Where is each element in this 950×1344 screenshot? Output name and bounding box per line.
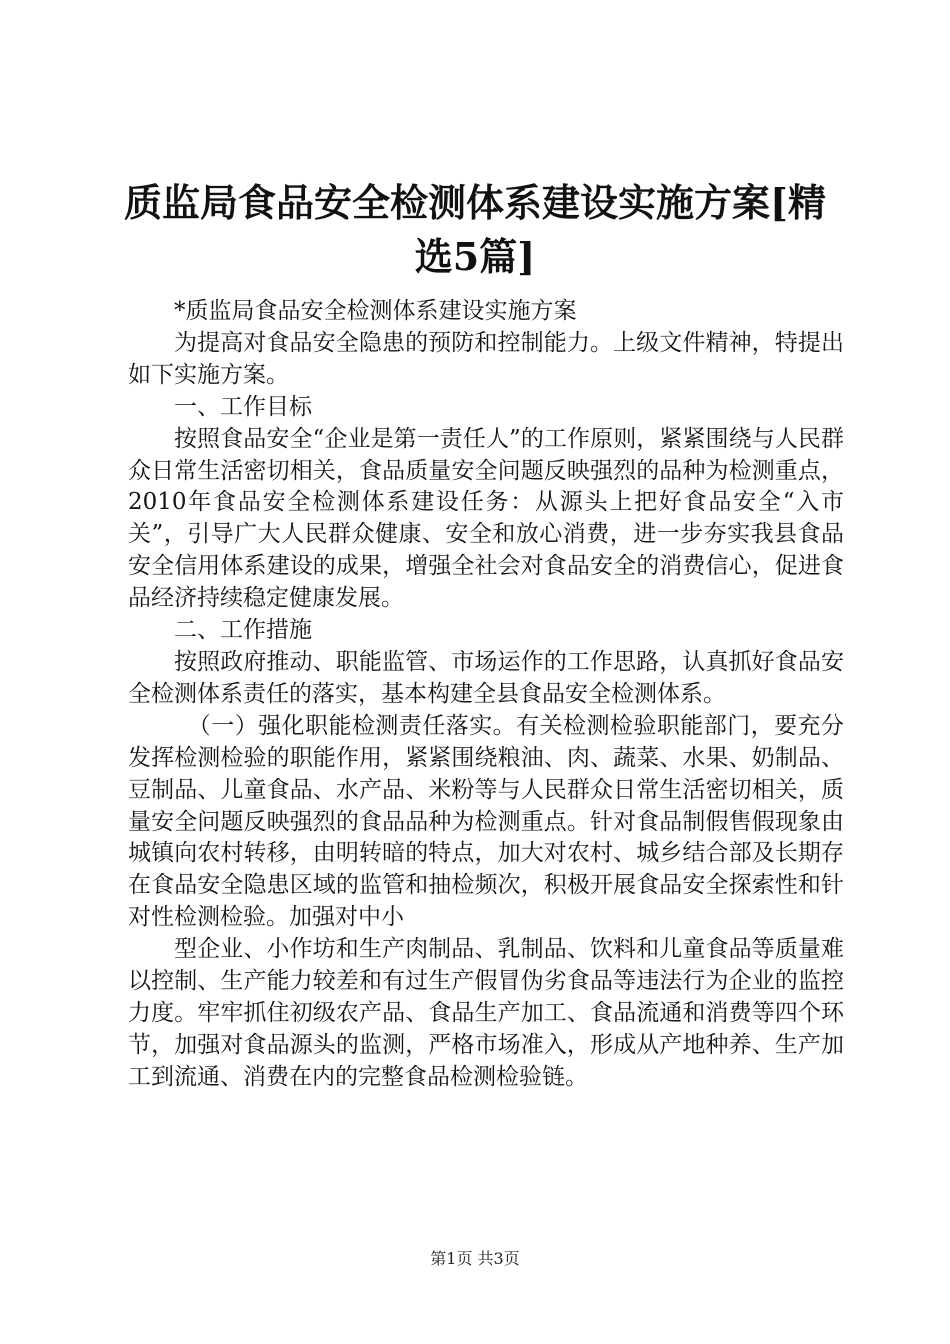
- paragraph: 按照政府推动、职能监管、市场运作的工作思路，认真抓好食品安全检测体系责任的落实，基本构建全县食品安全检测体系。: [128, 648, 844, 707]
- paragraph: 型企业、小作坊和生产肉制品、乳制品、饮料和儿童食品等质量难以控制、生产能力较差和有过生产假冒伪劣食品等违法行为企业的监控力度。牢牢抓住初级农产品、食品生产加工、食品流通和消费等四个环节，加强对食品源头的监测，严格市场准入，形成从产地种养、生产加工到流通、消费在内的完整食品检测检验链。: [128, 936, 844, 1090]
- section-heading: *质监局食品安全检测体系建设实施方案: [174, 298, 577, 324]
- document-body: [128, 296, 844, 1094]
- paragraph: （一）强化职能检测责任落实。有关检测检验职能部门，要充分发挥检测检验的职能作用，紧紧围绕粮油、肉、蔬菜、水果、奶制品、豆制品、儿童食品、水产品、米粉等与人民群众日常生活密切相关，质量安全问题反映强烈的食品品种为检测重点。针对食品制假售假现象由城镇向农村转移，由明转暗的特点，加大对农村、城乡结合部及长期存在食品安全隐患区域的监管和抽检频次，积极开展食品安全探索性和针对性检测检验。加强对中小: [128, 712, 844, 931]
- document-title: 质监局食品安全检测体系建设实施方案[精选5篇]: [124, 180, 826, 279]
- page-number-footer: 第1页 共3页: [430, 1249, 520, 1268]
- section-heading: 一、工作目标: [174, 393, 312, 420]
- paragraph: 为提高对食品安全隐患的预防和控制能力。上级文件精神，特提出如下实施方案。: [128, 329, 844, 388]
- paragraph: 按照食品安全“企业是第一责任人”的工作原则，紧紧围绕与人民群众日常生活密切相关，食品质量安全问题反映强烈的品种为检测重点，2010年食品安全检测体系建设任务：从源头上把好食品安全“入市关”，引导广大人民群众健康、安全和放心消费，进一步夯实我县食品安全信用体系建设的成果，增强全社会对食品安全的消费信心，促进食品经济持续稳定健康发展。: [128, 425, 844, 612]
- section-heading: 二、工作措施: [174, 617, 312, 644]
